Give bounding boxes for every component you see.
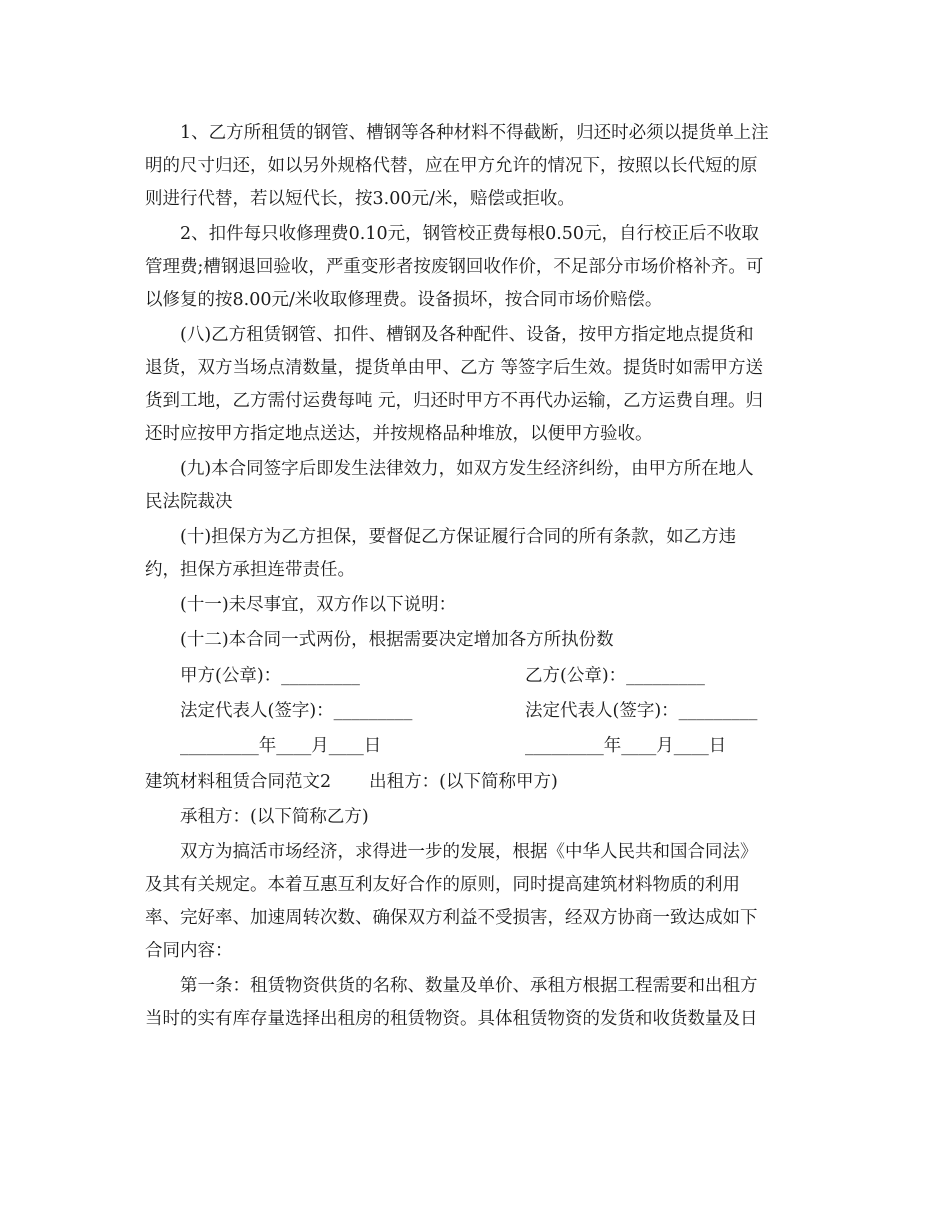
party-a-seal-field: 甲方(公章)：_________ — [180, 666, 360, 686]
lessor-line: 出租方：(以下简称甲方) — [369, 772, 558, 792]
text-line: (十二)本合同一式两份，根据需要决定增加各方所执份数 — [180, 630, 614, 650]
section-2-title: 建筑材料租赁合同范文2 — [145, 772, 332, 792]
signature-row-date — [145, 729, 810, 764]
text-line: 货到工地，乙方需付运费每吨 元，归还时甲方不再代办运输，乙方运费自理。归 — [145, 391, 764, 411]
text-line: 承租方：(以下简称乙方) — [180, 807, 369, 827]
document-body — [145, 117, 810, 1036]
text-line: 明的尺寸归还，如以另外规格代替，应在甲方允许的情况下，按照以长代短的原 — [145, 156, 758, 176]
text-line: (十)担保方为乙方担保，要督促乙方保证履行合同的所有条款，如乙方违 — [180, 527, 737, 547]
paragraph-clause-9 — [145, 453, 810, 519]
paragraph-clause-10 — [145, 521, 810, 587]
signature-row-seal — [145, 659, 810, 694]
signature-row-representative — [145, 694, 810, 729]
party-b-date-field: _________年____月____日 — [525, 736, 727, 756]
text-line: 退货，双方当场点清数量，提货单由甲、乙方 等签字后生效。提货时如需甲方送 — [145, 358, 764, 378]
text-line: 1、乙方所租赁的钢管、槽钢等各种材料不得截断，归还时必须以提货单上注 — [180, 123, 769, 143]
paragraph-clause-8 — [145, 319, 810, 451]
text-line: 及其有关规定。本着互惠互利友好合作的原则，同时提高建筑材料物质的利用 — [145, 875, 740, 895]
paragraph-clause-12 — [145, 624, 810, 657]
text-line: 约，担保方承担连带责任。 — [145, 560, 355, 580]
section-2-heading-line — [145, 766, 810, 799]
text-line: 民法院裁决 — [145, 492, 233, 512]
text-line: 率、完好率、加速周转次数、确保双方利益不受损害，经双方协商一致达成如下 — [145, 908, 758, 928]
text-line: 第一条：租赁物资供货的名称、数量及单价、承租方根据工程需要和出租方 — [180, 976, 758, 996]
party-a-representative-field: 法定代表人(签字)：_________ — [180, 701, 413, 721]
paragraph-clause-2 — [145, 218, 810, 317]
party-b-representative-field: 法定代表人(签字)：_________ — [525, 701, 758, 721]
party-b-seal-field: 乙方(公章)：_________ — [525, 666, 705, 686]
text-line: (九)本合同签字后即发生法律效力，如双方发生经济纠纷，由甲方所在地人 — [180, 459, 754, 479]
text-line: 2、扣件每只收修理费0.10元，钢管校正费每根0.50元，自行校正后不收取 — [180, 224, 760, 244]
text-line: (十一)未尽事宜，双方作以下说明： — [180, 595, 457, 615]
paragraph-clause-11 — [145, 589, 810, 622]
text-line: 双方为搞活市场经济，求得进一步的发展，根据《中华人民共和国合同法》 — [180, 842, 758, 862]
paragraph-article-1 — [145, 970, 810, 1036]
text-line: (八)乙方租赁钢管、扣件、槽钢及各种配件、设备，按甲方指定地点提货和 — [180, 325, 754, 345]
text-line: 以修复的按8.00元/米收取修理费。设备损坏，按合同市场价赔偿。 — [145, 290, 663, 310]
text-line: 合同内容： — [145, 941, 233, 961]
text-line: 当时的实有库存量选择出租房的租赁物资。具体租赁物资的发货和收货数量及日 — [145, 1009, 758, 1029]
lessee-line — [145, 801, 810, 834]
party-a-date-field: _________年____月____日 — [180, 736, 382, 756]
text-line: 管理费;槽钢退回验收，严重变形者按废钢回收作价，不足部分市场价格补齐。可 — [145, 257, 764, 277]
text-line: 则进行代替，若以短代长，按3.00元/米，赔偿或拒收。 — [145, 189, 575, 209]
text-line: 还时应按甲方指定地点送达，并按规格品种堆放，以便甲方验收。 — [145, 424, 653, 444]
paragraph-intro — [145, 836, 810, 968]
paragraph-clause-1 — [145, 117, 810, 216]
